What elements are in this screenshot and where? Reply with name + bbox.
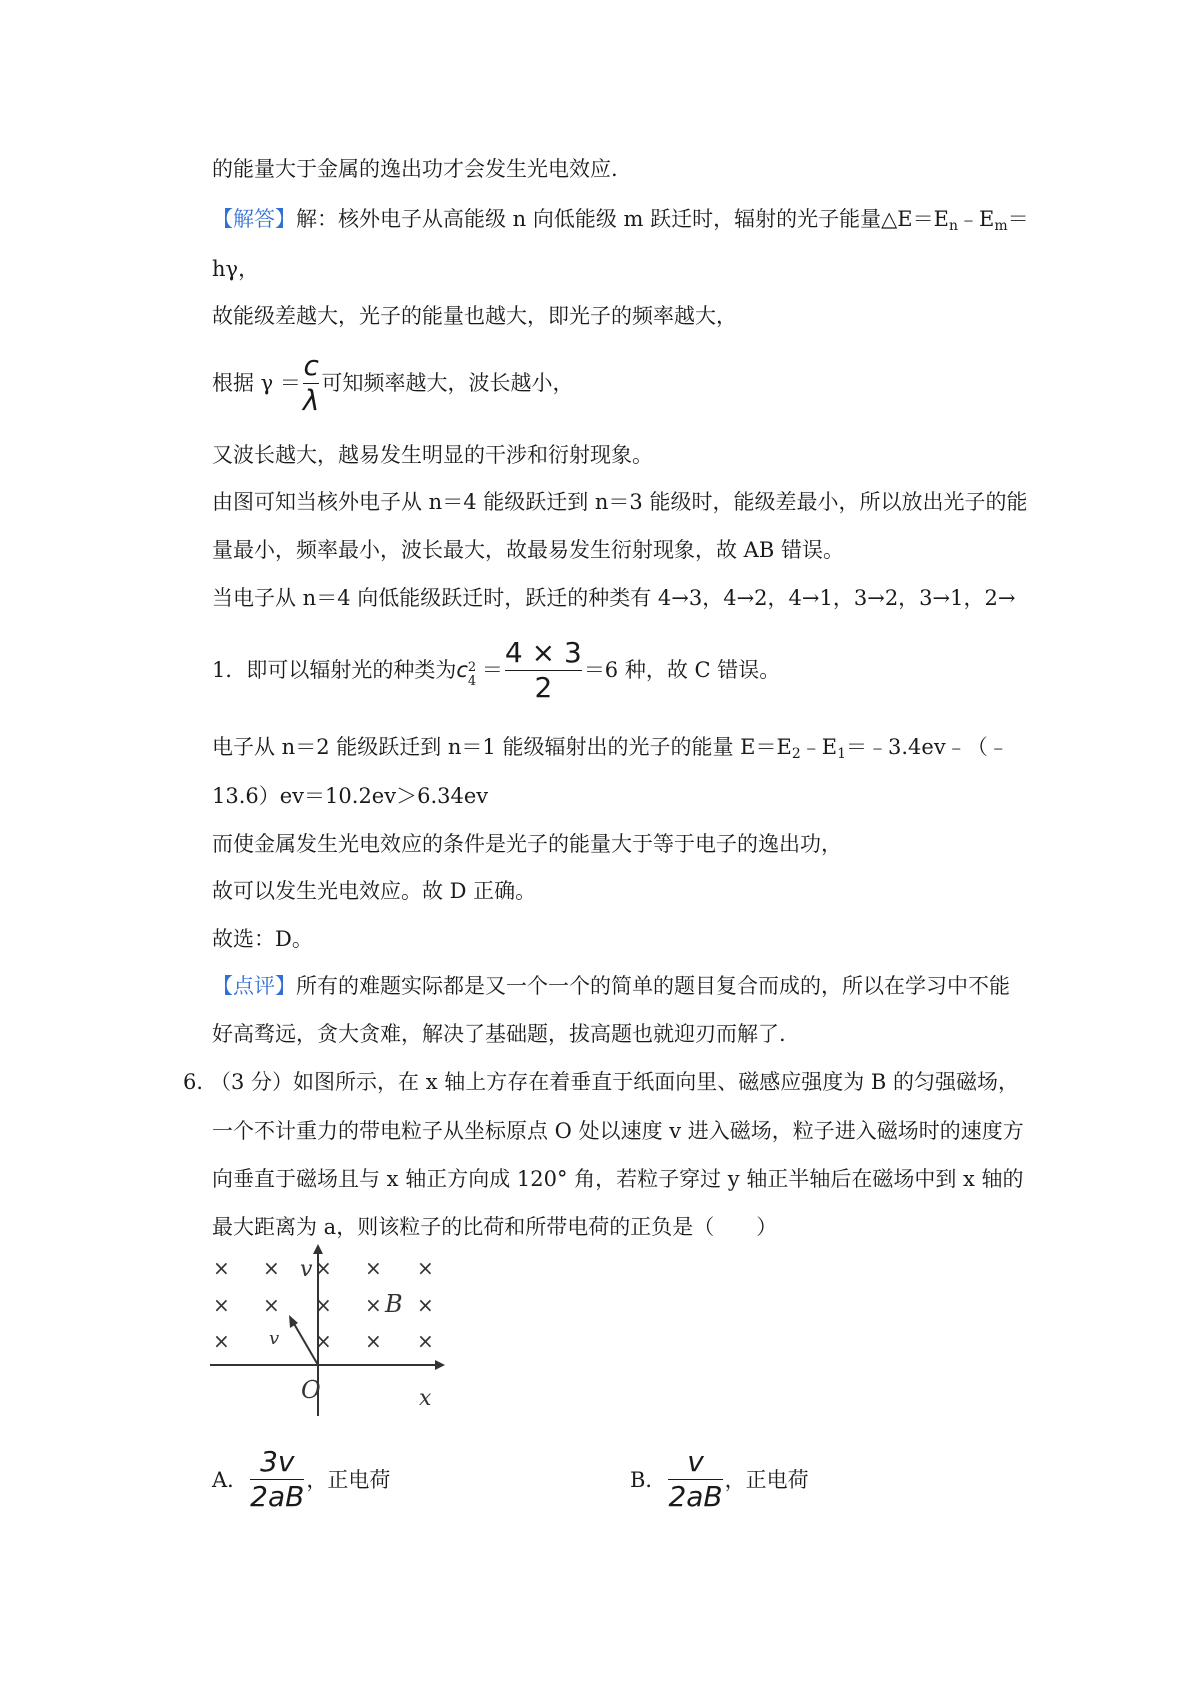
frac-den: 2aB (250, 1480, 305, 1513)
option-b-label: B． (630, 1467, 667, 1492)
cross: × (315, 1256, 332, 1280)
line-10-text-a: 1．即可以辐射光的种类为 (212, 658, 457, 682)
line-11 (212, 733, 1009, 768)
cross: × (365, 1293, 382, 1317)
line-15: 故选：D。 (212, 927, 313, 951)
line-2 (212, 205, 1029, 240)
cross: × (213, 1293, 230, 1317)
line-2-text-c: ＝ (1007, 207, 1029, 231)
cross: × (263, 1256, 280, 1280)
line-10-text-b: ＝6 种，故 C 错误。 (583, 658, 781, 682)
line-7: 由图可知当核外电子从 n＝4 能级跃迁到 n＝3 能级时，能级差最小，所以放出光子的能 (212, 490, 1028, 514)
magnetic-field-figure (205, 1240, 455, 1420)
comment-tag: 【点评】 (212, 974, 296, 998)
question-6-number: 6． (183, 1070, 218, 1094)
line-10-eq: ＝ (481, 658, 503, 682)
cross: × (213, 1256, 230, 1280)
frac-num: 3v (260, 1445, 295, 1478)
question-6-line-2: 一个不计重力的带电粒子从坐标原点 O 处以速度 v 进入磁场，粒子进入磁场时的速度方 (212, 1119, 1024, 1143)
option-b-fraction (668, 1445, 722, 1514)
cross: × (213, 1329, 230, 1353)
question-6-line-1: （3 分）如图所示，在 x 轴上方存在着垂直于纸面向里、磁感应强度为 B 的匀强磁场， (210, 1070, 1020, 1094)
frac-den: λ (302, 383, 320, 417)
line-1: 的能量大于金属的逸出功才会发生光电效应. (212, 157, 618, 181)
velocity-arrowhead (289, 1315, 298, 1328)
cross: × (315, 1293, 332, 1317)
line-3: hγ， (212, 257, 260, 281)
option-a-fraction (250, 1445, 304, 1514)
fraction-4x3-over-2 (505, 636, 582, 705)
line-16 (212, 972, 1010, 1000)
label-origin-O: O (301, 1376, 321, 1404)
answer-tag: 【解答】 (212, 207, 296, 231)
frac-den: 2aB (668, 1480, 723, 1513)
line-12: 13.6）ev＝10.2ev＞6.34ev (212, 784, 489, 808)
line-17: 好高骛远，贪大贪难，解决了基础题，拔高题也就迎刃而解了. (212, 1022, 786, 1046)
option-b[interactable] (630, 1445, 809, 1514)
line-11-text-b: ﹣E (800, 735, 838, 759)
cross: × (365, 1256, 382, 1280)
cross: × (417, 1256, 434, 1280)
combination-sup: 2 (467, 660, 477, 675)
line-2-text-b: ﹣E (957, 207, 995, 231)
line-13: 而使金属发生光电效应的条件是光子的能量大于等于电子的逸出功， (212, 832, 842, 856)
line-11-text-c: ＝﹣3.4ev﹣（﹣ (846, 735, 1009, 759)
line-4: 故能级差越大，光子的能量也越大，即光子的频率越大， (212, 304, 737, 328)
sub-2: 2 (791, 746, 801, 762)
question-6-line-3: 向垂直于磁场且与 x 轴正方向成 120° 角，若粒子穿过 y 轴正半轴后在磁场中到 x 轴的 (212, 1167, 1024, 1191)
x-axis-arrowhead (435, 1360, 445, 1370)
label-x: x (419, 1386, 432, 1411)
cross: × (417, 1329, 434, 1353)
line-11-text-a: 电子从 n＝2 能级跃迁到 n＝1 能级辐射出的光子的能量 E＝E (212, 735, 792, 759)
line-2-text-a: 解：核外电子从高能级 n 向低能级 m 跃迁时，辐射的光子能量△E＝E (296, 207, 949, 231)
sub-1: 1 (837, 746, 846, 762)
label-B: B (385, 1290, 403, 1318)
option-a[interactable] (212, 1445, 390, 1514)
cross: × (417, 1293, 434, 1317)
line-6: 又波长越大，越易发生明显的干涉和衍射现象。 (212, 443, 653, 467)
line-16-text: 所有的难题实际都是又一个一个的简单的题目复合而成的，所以在学习中不能 (296, 974, 1010, 998)
line-5-text-a: 根据 γ ＝ (212, 371, 301, 395)
fraction-c-over-lambda (303, 349, 320, 418)
line-8: 量最小，频率最小，波长最大，故最易发生衍射现象，故 AB 错误。 (212, 538, 844, 562)
question-6-line-4: 最大距离为 a，则该粒子的比荷和所带电荷的正负是（ ） (212, 1215, 778, 1239)
combination-c: c (456, 658, 468, 682)
frac-num: v (687, 1445, 704, 1478)
sub-n: n (948, 218, 958, 234)
line-5-text-b: 可知频率越大，波长越小， (321, 371, 574, 395)
option-a-text: ，正电荷 (306, 1467, 391, 1492)
line-14: 故可以发生光电效应。故 D 正确。 (212, 879, 537, 903)
combination-indices (467, 660, 482, 689)
label-v-vector: v (269, 1328, 280, 1349)
option-b-text: ，正电荷 (724, 1467, 809, 1492)
option-a-label: A． (212, 1467, 249, 1492)
sub-m: m (994, 218, 1008, 234)
frac-den: 2 (534, 670, 553, 704)
combination-sub: 4 (467, 674, 477, 689)
cross: × (365, 1329, 382, 1353)
line-10 (212, 632, 780, 708)
frac-num: 4 × 3 (504, 635, 582, 669)
frac-num: c (303, 348, 319, 382)
cross: × (263, 1293, 280, 1317)
line-9: 当电子从 n＝4 向低能级跃迁时，跃迁的种类有 4→3，4→2，4→1，3→2，3→1，2→ (212, 586, 1016, 610)
y-axis-arrowhead (313, 1244, 323, 1254)
label-v-top: v (300, 1257, 313, 1282)
cross: × (315, 1329, 332, 1353)
line-5 (212, 348, 573, 418)
